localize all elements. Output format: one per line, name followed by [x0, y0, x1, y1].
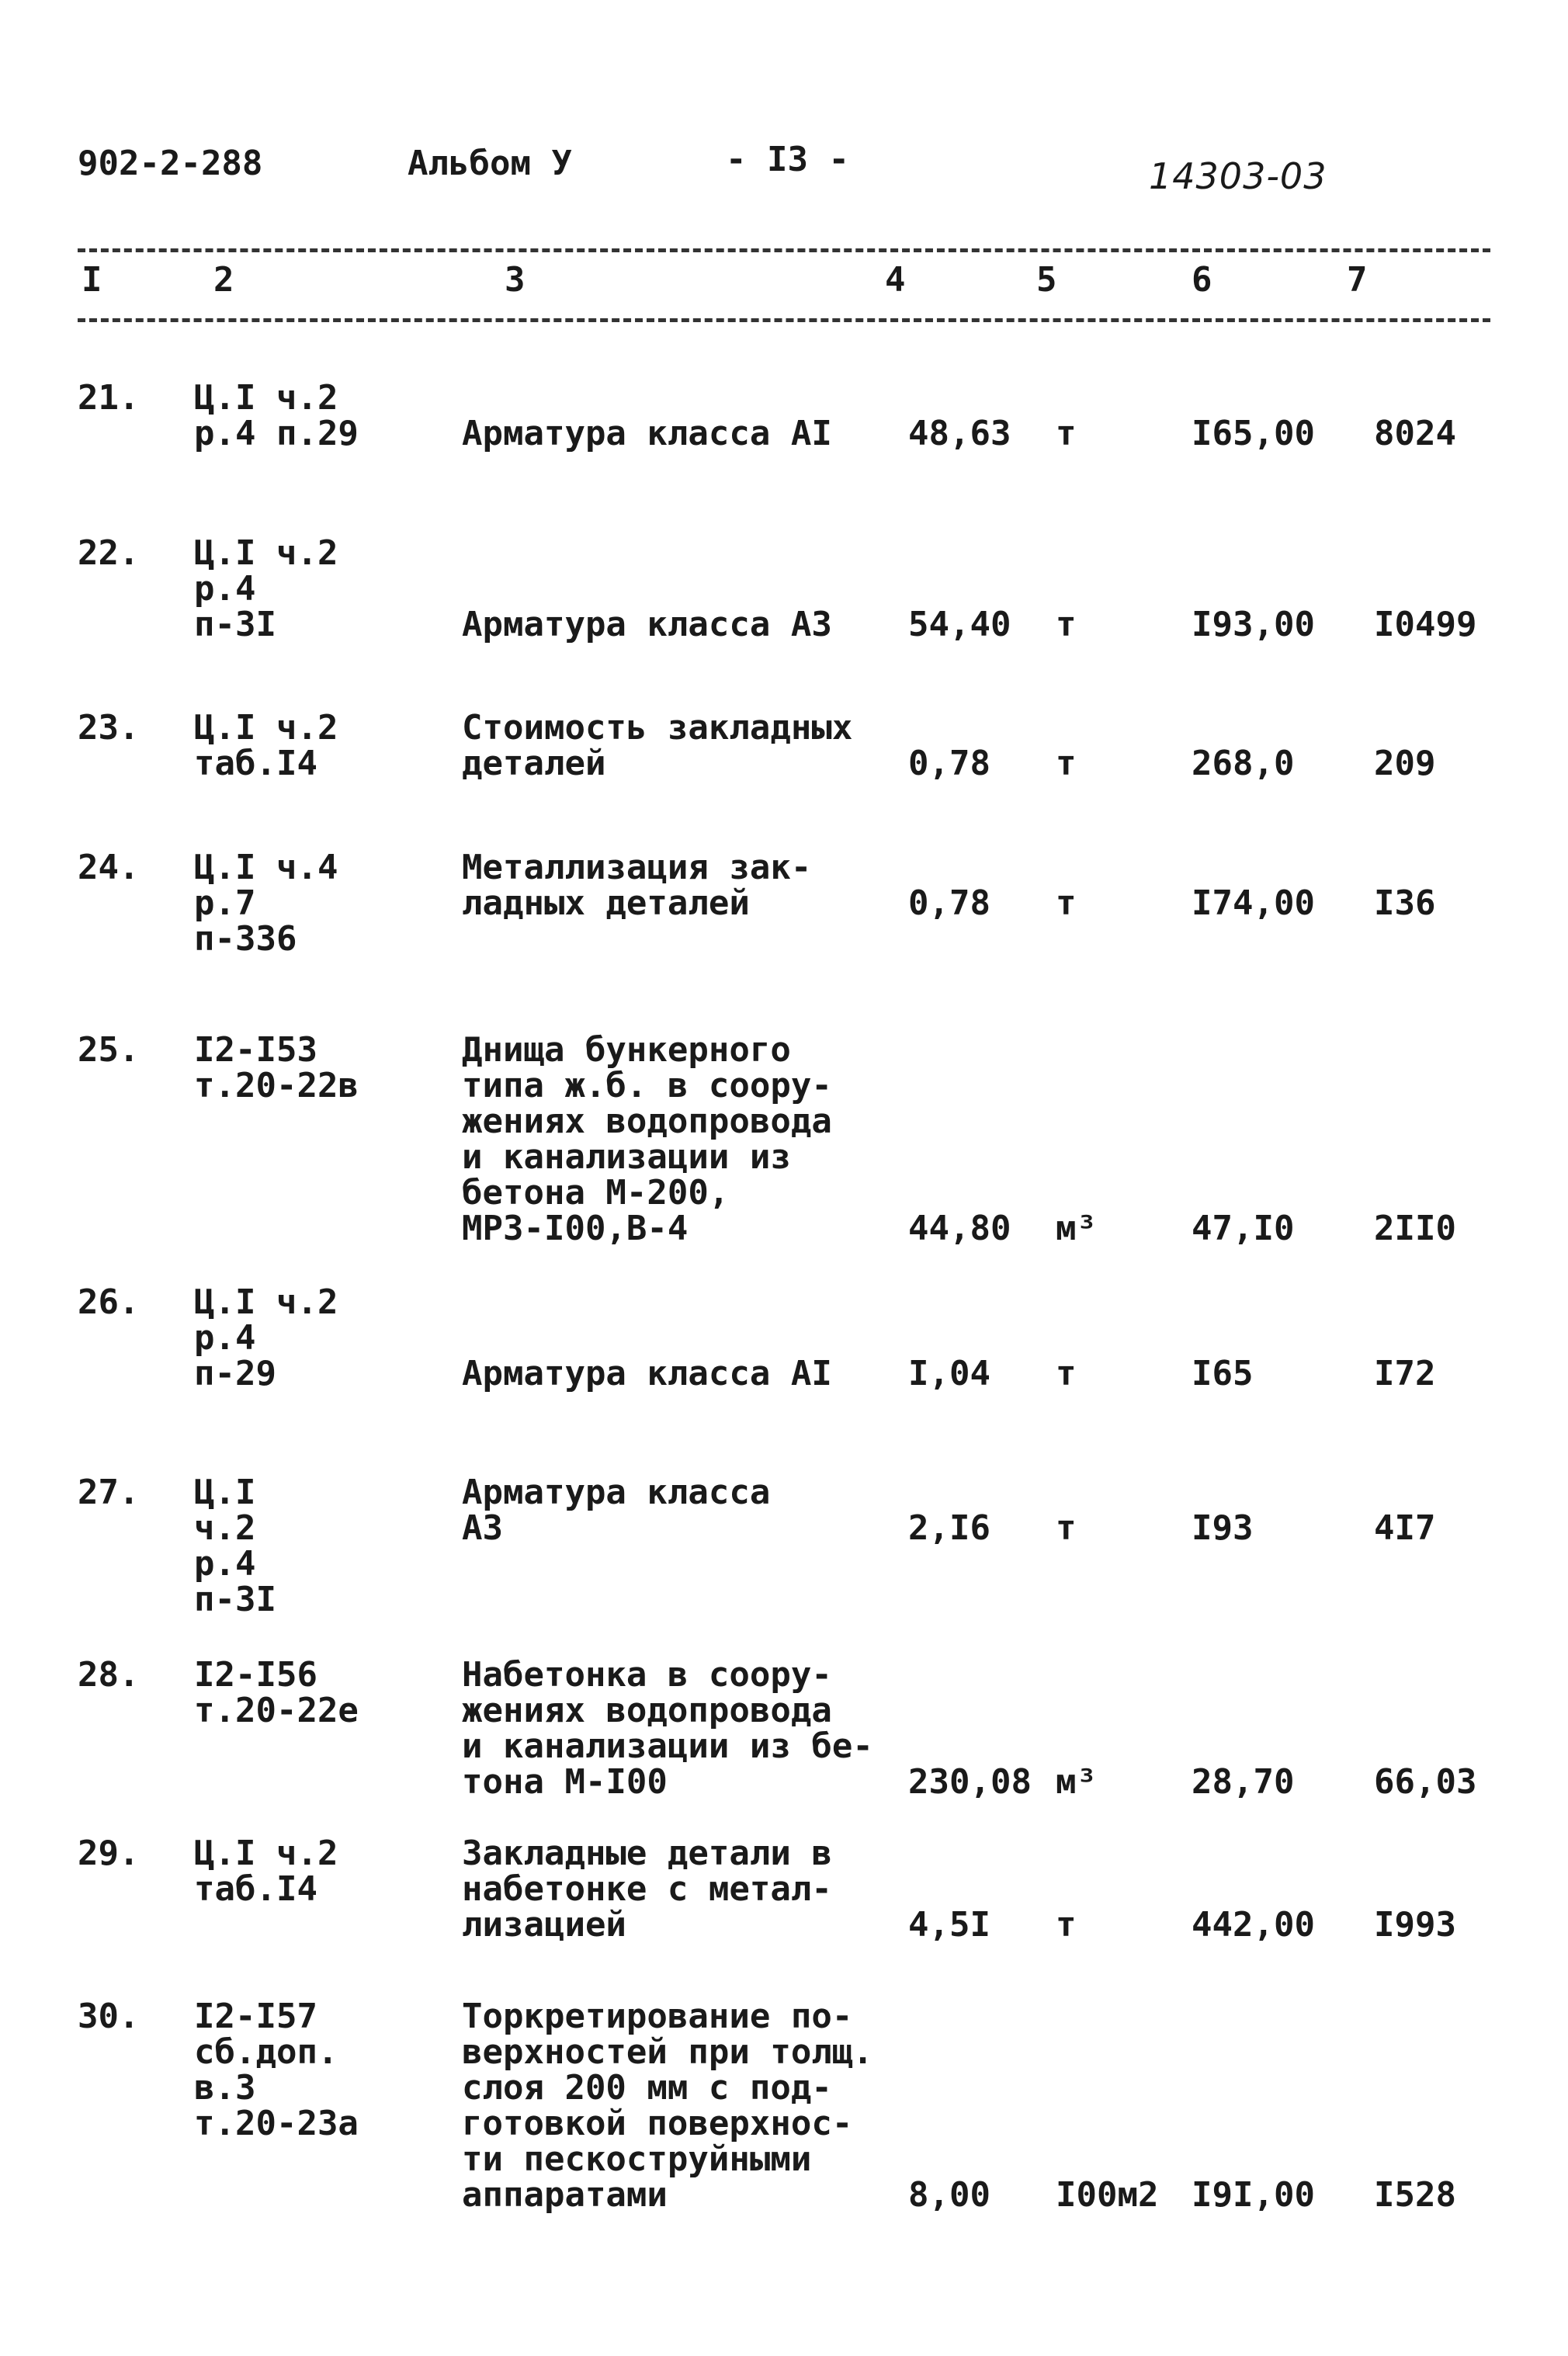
row-quantity: 8,00 — [908, 2175, 990, 2215]
work-name-line: А3 — [462, 1508, 503, 1548]
reference-line: т.20-22е — [194, 1691, 359, 1730]
work-name-line — [462, 571, 832, 607]
row-number: 21. — [78, 378, 140, 418]
reference-line: р.4 — [194, 569, 256, 609]
work-name-line — [462, 1320, 832, 1356]
column-header-3: 3 — [505, 260, 526, 300]
row-unit-price: I93 — [1192, 1508, 1254, 1548]
row-total-cost: I36 — [1374, 883, 1436, 923]
row-total-cost: I528 — [1374, 2175, 1456, 2215]
reference-line: таб.I4 — [194, 744, 317, 783]
reference-line: п-336 — [194, 919, 297, 959]
row-total-cost: 4I7 — [1374, 1508, 1436, 1548]
row-number: 26. — [78, 1282, 140, 1322]
header-divider-top — [78, 248, 1490, 252]
row-total-cost: 8024 — [1374, 414, 1456, 453]
header-divider-bottom — [78, 318, 1490, 322]
row-unit: т — [1056, 744, 1077, 783]
row-number: 23. — [78, 708, 140, 748]
row-work-name — [462, 1657, 873, 1800]
column-header-4: 4 — [885, 260, 906, 300]
row-reference — [194, 710, 338, 782]
reference-line: I2-I56 — [194, 1655, 317, 1695]
row-work-name — [462, 850, 811, 921]
work-name-line: Стоимость закладных — [462, 708, 853, 748]
page-number: - I3 - — [726, 140, 849, 179]
row-unit: м³ — [1056, 1209, 1097, 1248]
row-total-cost: 66,03 — [1374, 1762, 1477, 1802]
work-name-line: аппаратами — [462, 2175, 668, 2215]
work-name-line: жениях водопровода — [462, 1102, 832, 1141]
row-number: 30. — [78, 1997, 140, 2036]
row-reference — [194, 1836, 338, 1907]
work-name-line: набетонке с метал- — [462, 1869, 832, 1909]
row-work-name — [462, 1032, 832, 1247]
row-unit-price: I74,00 — [1192, 883, 1315, 923]
reference-line: Ц.I ч.2 — [194, 378, 338, 418]
work-name-line: Арматура класса АI — [462, 414, 832, 453]
reference-line: р.4 — [194, 1544, 256, 1584]
row-number: 28. — [78, 1655, 140, 1695]
work-name-line — [462, 536, 832, 571]
reference-line: Ц.I ч.2 — [194, 1834, 338, 1873]
column-header-7: 7 — [1347, 260, 1368, 300]
row-quantity: 44,80 — [908, 1209, 1011, 1248]
work-name-line: и канализации из бе- — [462, 1726, 873, 1766]
row-number: 27. — [78, 1473, 140, 1512]
row-total-cost: 209 — [1374, 744, 1436, 783]
row-work-name — [462, 536, 832, 643]
work-name-line: лизацией — [462, 1905, 626, 1945]
work-name-line: Арматура класса АI — [462, 1354, 832, 1393]
work-name-line: Арматура класса А3 — [462, 605, 832, 644]
row-reference — [194, 1657, 359, 1729]
work-name-line: слоя 200 мм с под- — [462, 2068, 832, 2108]
document-code: 902-2-288 — [78, 144, 263, 183]
row-quantity: I,04 — [908, 1354, 990, 1393]
reference-line: п-29 — [194, 1354, 276, 1393]
row-quantity: 0,78 — [908, 744, 990, 783]
work-name-line: деталей — [462, 744, 606, 783]
row-quantity: 2,I6 — [908, 1508, 990, 1548]
row-unit-price: 47,I0 — [1192, 1209, 1295, 1248]
reference-line: т.20-23а — [194, 2104, 359, 2143]
work-name-line: типа ж.б. в соору- — [462, 1066, 832, 1105]
row-unit: т — [1056, 414, 1077, 453]
row-total-cost: I72 — [1374, 1354, 1436, 1393]
row-reference — [194, 1032, 359, 1104]
reference-line: таб.I4 — [194, 1869, 317, 1909]
row-number: 22. — [78, 533, 140, 573]
row-work-name — [462, 710, 852, 782]
work-name-line — [462, 380, 832, 416]
row-unit: т — [1056, 1508, 1077, 1548]
row-reference — [194, 1475, 276, 1618]
reference-line: р.4 — [194, 1318, 256, 1358]
row-unit-price: 28,70 — [1192, 1762, 1295, 1802]
column-header-1: I — [82, 260, 102, 300]
reference-line: п-3I — [194, 1580, 276, 1619]
row-quantity: 4,5I — [908, 1905, 990, 1945]
reference-line: р.4 п.29 — [194, 414, 359, 453]
row-reference — [194, 380, 359, 452]
work-name-line: Металлизация зак- — [462, 848, 812, 887]
row-quantity: 0,78 — [908, 883, 990, 923]
reference-line: т.20-22в — [194, 1066, 359, 1105]
row-number: 24. — [78, 848, 140, 887]
work-name-line: бетона М-200, — [462, 1173, 730, 1213]
row-unit-price: 442,00 — [1192, 1905, 1315, 1945]
row-reference — [194, 1282, 338, 1393]
reference-line: п-3I — [194, 605, 276, 644]
row-work-name — [462, 1475, 770, 1546]
row-unit-price: I93,00 — [1192, 605, 1315, 644]
work-name-line: тона М-I00 — [462, 1762, 668, 1802]
reference-line: I2-I57 — [194, 1997, 317, 2036]
column-header-2: 2 — [213, 260, 234, 300]
row-unit: т — [1056, 605, 1077, 644]
column-header-5: 5 — [1036, 260, 1057, 300]
row-unit-price: I65,00 — [1192, 414, 1315, 453]
row-reference — [194, 533, 338, 644]
reference-line: Ц.I ч.4 — [194, 848, 338, 887]
row-reference — [194, 1999, 359, 2142]
row-number: 25. — [78, 1030, 140, 1070]
row-unit: I00м2 — [1056, 2175, 1159, 2215]
reference-line: Ц.I ч.2 — [194, 533, 338, 573]
row-total-cost: I0499 — [1374, 605, 1477, 644]
reference-line: р.7 — [194, 883, 256, 923]
work-name-line: и канализации из — [462, 1137, 791, 1177]
reference-line: I2-I53 — [194, 1030, 317, 1070]
work-name-line: Торкретирование по- — [462, 1997, 853, 2036]
work-name-line: верхностей при толщ. — [462, 2032, 873, 2072]
work-name-line — [462, 1285, 832, 1320]
reference-line: Ц.I ч.2 — [194, 708, 338, 748]
row-unit: т — [1056, 1905, 1077, 1945]
row-unit: м³ — [1056, 1762, 1097, 1802]
row-total-cost: 2II0 — [1374, 1209, 1456, 1248]
row-unit: т — [1056, 883, 1077, 923]
row-unit-price: I65 — [1192, 1354, 1254, 1393]
row-number: 29. — [78, 1834, 140, 1873]
work-name-line: ладных деталей — [462, 883, 750, 923]
reference-line: Ц.I ч.2 — [194, 1282, 338, 1322]
work-name-line: жениях водопровода — [462, 1691, 832, 1730]
row-unit: т — [1056, 1354, 1077, 1393]
row-quantity: 54,40 — [908, 605, 1011, 644]
row-total-cost: I993 — [1374, 1905, 1456, 1945]
handwritten-doc-number: 14303-03 — [1149, 155, 1327, 197]
work-name-line: Закладные детали в — [462, 1834, 832, 1873]
row-work-name — [462, 1836, 832, 1943]
row-work-name — [462, 380, 832, 452]
row-reference — [194, 850, 338, 957]
reference-line: в.3 — [194, 2068, 256, 2108]
row-quantity: 230,08 — [908, 1762, 1032, 1802]
column-header-6: 6 — [1192, 260, 1212, 300]
work-name-line: Арматура класса — [462, 1473, 771, 1512]
row-work-name — [462, 1999, 873, 2213]
row-quantity: 48,63 — [908, 414, 1011, 453]
row-work-name — [462, 1285, 832, 1392]
work-name-line: Набетонка в соору- — [462, 1655, 832, 1695]
reference-line: Ц.I — [194, 1473, 256, 1512]
row-unit-price: 268,0 — [1192, 744, 1295, 783]
work-name-line: МРЗ-I00,В-4 — [462, 1209, 689, 1248]
reference-line: сб.доп. — [194, 2032, 338, 2072]
reference-line: ч.2 — [194, 1508, 256, 1548]
work-name-line: ти пескоструйными — [462, 2139, 812, 2179]
album-label: Альбом У — [408, 144, 572, 183]
work-name-line: Днища бункерного — [462, 1030, 791, 1070]
work-name-line: готовкой поверхнос- — [462, 2104, 853, 2143]
row-unit-price: I9I,00 — [1192, 2175, 1315, 2215]
